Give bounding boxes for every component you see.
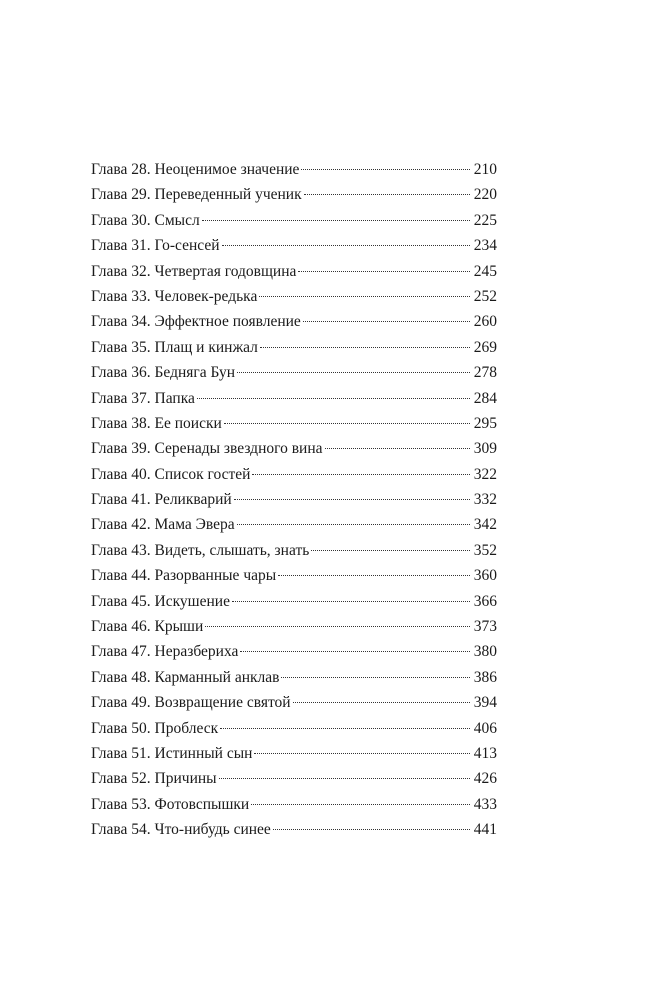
toc-entry-title: Глава 49. Возвращение святой [91,694,291,712]
toc-entry-title: Глава 52. Причины [91,770,217,788]
toc-entry-page-number: 210 [473,161,497,178]
dot-leader [325,448,470,449]
toc-entry-page-number: 433 [473,795,497,813]
toc-entry [91,639,497,664]
toc-entry-page-number: 426 [473,770,497,788]
dot-leader [202,220,470,221]
toc-entry-title: Глава 45. Искушение [91,592,230,610]
dot-leader [237,372,470,373]
toc-entry-page-number: 394 [473,694,497,712]
toc-entry-title: Глава 32. Четвертая годовщина [91,262,297,280]
toc-entry-page-number: 309 [473,440,497,458]
toc-entry [91,436,497,461]
toc-entry [91,360,497,385]
toc-entry-title: Глава 53. Фотовспышки [91,795,250,813]
toc-entry-title: Глава 51. Истинный сын [91,744,253,762]
toc-entry-title: Глава 42. Мама Эвера [91,516,235,534]
toc-entry-page-number: 373 [473,618,497,636]
dot-leader [254,753,469,754]
dot-leader [259,296,469,297]
dot-leader [301,169,469,170]
toc-entry-page-number: 245 [473,262,497,280]
toc-entry-title: Глава 30. Смысл [91,211,200,229]
dot-leader [232,601,470,602]
toc-entry-page-number: 380 [473,643,497,661]
toc-entry-title: Глава 29. Переведенный ученик [91,186,302,204]
dot-leader [234,499,470,500]
toc-entry [91,563,497,588]
dot-leader [311,550,469,551]
toc-entry-page-number: 220 [473,186,497,204]
dot-leader [205,626,469,627]
dot-leader [260,347,470,348]
toc-entry-page-number: 352 [473,541,497,559]
table-of-contents [91,157,497,843]
dot-leader [303,321,470,322]
toc-entry-title: Глава 48. Карманный анклав [91,668,280,686]
toc-entry-page-number: 342 [473,516,497,534]
toc-entry [91,690,497,715]
toc-entry-page-number: 260 [473,313,497,331]
toc-entry [91,487,497,512]
toc-entry [91,157,497,182]
toc-entry-page-number: 295 [473,414,497,432]
dot-leader [252,474,469,475]
toc-entry [91,284,497,309]
dot-leader [281,677,469,678]
toc-entry [91,792,497,817]
toc-entry-title: Глава 39. Серенады звездного вина [91,440,323,458]
toc-entry-title: Глава 28. Неоценимое значение [91,161,300,178]
toc-entry-title: Глава 50. Проблеск [91,719,219,737]
toc-entry-title: Глава 31. Го-сенсей [91,237,220,255]
toc-entry-title: Глава 54. Что-нибудь синее [91,821,271,839]
toc-entry-title: Глава 43. Видеть, слышать, знать [91,541,310,559]
toc-entry-page-number: 322 [473,465,497,483]
dot-leader [251,804,470,805]
toc-entry [91,741,497,766]
toc-entry-title: Глава 40. Список гостей [91,465,251,483]
dot-leader [304,194,470,195]
dot-leader [278,575,470,576]
toc-entry-page-number: 332 [473,491,497,509]
toc-entry-title: Глава 41. Реликварий [91,491,232,509]
toc-entry-page-number: 441 [473,821,497,839]
toc-entry-title: Глава 36. Бедняга Бун [91,364,236,382]
toc-entry [91,817,497,842]
toc-entry [91,335,497,360]
toc-entry-title: Глава 44. Разорванные чары [91,567,277,585]
toc-entry-page-number: 234 [473,237,497,255]
toc-entry [91,411,497,436]
toc-entry-title: Глава 33. Человек-редька [91,287,258,305]
toc-entry-title: Глава 35. Плащ и кинжал [91,338,258,356]
toc-entry [91,309,497,334]
toc-entry [91,462,497,487]
toc-entry-page-number: 252 [473,287,497,305]
dot-leader [222,245,470,246]
toc-entry [91,182,497,207]
toc-entry-page-number: 284 [473,389,497,407]
toc-entry [91,589,497,614]
toc-entry-page-number: 413 [473,744,497,762]
toc-entry-page-number: 406 [473,719,497,737]
toc-entry-page-number: 360 [473,567,497,585]
toc-entry [91,208,497,233]
toc-entry [91,665,497,690]
dot-leader [293,702,470,703]
toc-entry-page-number: 225 [473,211,497,229]
toc-entry [91,716,497,741]
dot-leader [197,398,470,399]
toc-entry-page-number: 386 [473,668,497,686]
toc-entry-page-number: 269 [473,338,497,356]
toc-entry [91,766,497,791]
toc-entry [91,538,497,563]
toc-entry-title: Глава 34. Эффектное появление [91,313,301,331]
toc-entry-title: Глава 38. Ее поиски [91,414,222,432]
dot-leader [219,778,470,779]
toc-entry-page-number: 366 [473,592,497,610]
toc-entry-page-number: 278 [473,364,497,382]
toc-entry [91,386,497,411]
toc-entry [91,512,497,537]
dot-leader [224,423,470,424]
dot-leader [298,271,469,272]
dot-leader [237,524,470,525]
toc-entry [91,259,497,284]
dot-leader [273,829,470,830]
toc-entry-title: Глава 46. Крыши [91,618,204,636]
toc-entry [91,614,497,639]
toc-entry-title: Глава 47. Неразбериха [91,643,239,661]
toc-entry-title: Глава 37. Папка [91,389,195,407]
dot-leader [240,651,469,652]
toc-entry [91,233,497,258]
dot-leader [220,728,470,729]
